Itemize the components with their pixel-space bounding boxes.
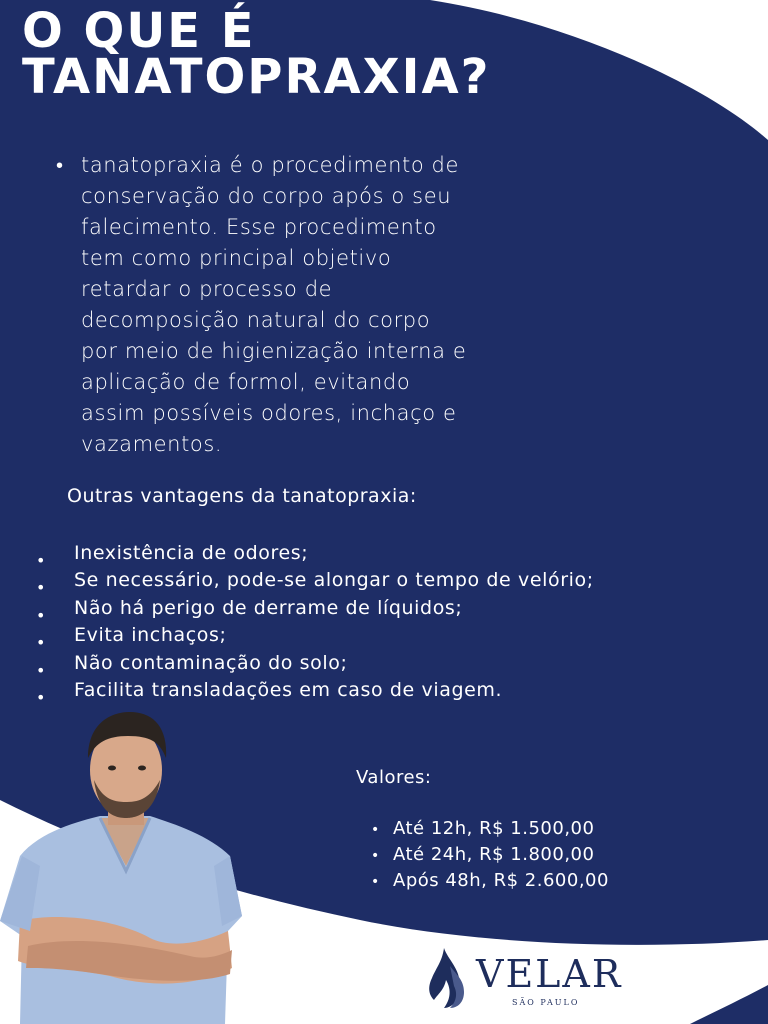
advantages-heading: Outras vantagens da tanatopraxia: bbox=[67, 485, 417, 507]
intro-line: assim possíveis odores, inchaço e bbox=[81, 401, 457, 425]
intro-line: decomposição natural do corpo bbox=[81, 308, 431, 332]
intro-line: vazamentos. bbox=[81, 432, 223, 456]
intro-line: conservação do corpo após o seu bbox=[81, 184, 452, 208]
intro-line: tem como principal objetivo bbox=[81, 246, 392, 270]
flame-icon bbox=[420, 946, 470, 1010]
man-in-scrubs-photo bbox=[0, 706, 250, 1024]
bullet: • bbox=[371, 874, 380, 890]
bullet: • bbox=[36, 633, 47, 653]
logo-name: VELAR bbox=[476, 952, 623, 996]
list-item: • Evita inchaços; bbox=[36, 622, 594, 649]
bullet: • bbox=[371, 822, 380, 838]
bullet: • bbox=[36, 687, 47, 707]
price-item: • Após 48h, R$ 2.600,00 bbox=[371, 868, 609, 894]
bullet: • bbox=[371, 848, 380, 864]
title-line-2: TANATOPRAXIA? bbox=[22, 49, 491, 105]
list-item: • Se necessário, pode-se alongar o tempo de velório; bbox=[36, 567, 594, 594]
list-item: • Não contaminação do solo; bbox=[36, 650, 594, 677]
list-item: • Não há perigo de derrame de líquidos; bbox=[36, 595, 594, 622]
list-item: • Facilita transladações em caso de viagem. bbox=[36, 677, 594, 704]
advantages-list bbox=[36, 540, 594, 707]
logo-subtitle: SÃO PAULO bbox=[512, 998, 580, 1007]
intro-line: aplicação de formol, evitando bbox=[81, 370, 411, 394]
intro-text bbox=[81, 150, 546, 460]
prices-list bbox=[371, 816, 609, 894]
intro-bullet: • bbox=[56, 153, 64, 177]
bullet: • bbox=[36, 578, 47, 598]
bullet: • bbox=[36, 551, 47, 570]
price-item: • Até 12h, R$ 1.500,00 bbox=[371, 816, 609, 842]
bullet: • bbox=[36, 660, 47, 680]
page-title bbox=[22, 3, 491, 105]
intro-line: por meio de higienização interna e bbox=[81, 339, 467, 363]
intro-line: retardar o processo de bbox=[81, 277, 333, 301]
intro-line: falecimento. Esse procedimento bbox=[81, 215, 437, 239]
intro-line: tanatopraxia é o procedimento de bbox=[81, 153, 459, 177]
intro-paragraph bbox=[56, 150, 546, 460]
price-item: • Até 24h, R$ 1.800,00 bbox=[371, 842, 609, 868]
bullet: • bbox=[36, 605, 47, 625]
title-line-1: O QUE É bbox=[22, 3, 256, 59]
prices-heading: Valores: bbox=[356, 767, 432, 788]
velar-logo bbox=[420, 942, 630, 1014]
list-item: • Inexistência de odores; bbox=[36, 540, 594, 567]
